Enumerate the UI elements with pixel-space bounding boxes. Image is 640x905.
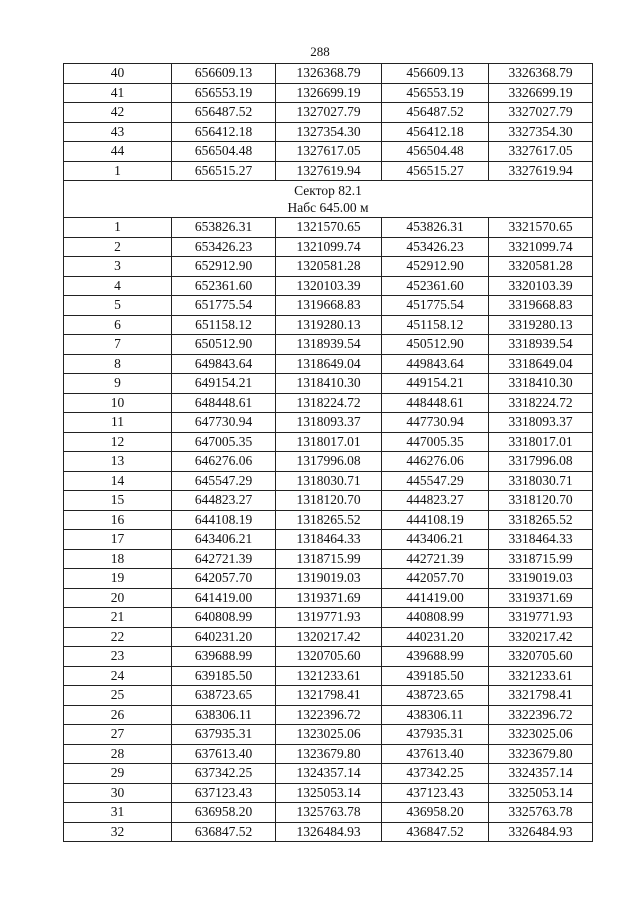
point-number-cell: 44 — [64, 142, 172, 162]
x-coord-cell: 638723.65 — [172, 686, 276, 706]
y-coord-cell: 1323025.06 — [276, 725, 382, 745]
y-coord-cell: 1319668.83 — [276, 296, 382, 316]
x2-coord-cell: 456412.18 — [382, 122, 489, 142]
table-row — [64, 103, 593, 123]
point-number-cell: 8 — [64, 354, 172, 374]
y-coord-cell: 1318715.99 — [276, 549, 382, 569]
x-coord-cell: 640808.99 — [172, 608, 276, 628]
table-row — [64, 491, 593, 511]
point-number-cell: 43 — [64, 122, 172, 142]
x-coord-cell: 644108.19 — [172, 510, 276, 530]
x-coord-cell: 642057.70 — [172, 569, 276, 589]
x2-coord-cell: 437123.43 — [382, 783, 489, 803]
table-row — [64, 335, 593, 355]
table-row — [64, 161, 593, 181]
x-coord-cell: 649843.64 — [172, 354, 276, 374]
y2-coord-cell: 3323025.06 — [489, 725, 593, 745]
y-coord-cell: 1324357.14 — [276, 764, 382, 784]
point-number-cell: 7 — [64, 335, 172, 355]
table-row — [64, 705, 593, 725]
section-title: Сектор 82.1 — [294, 183, 362, 198]
table-body-top — [64, 64, 593, 181]
x2-coord-cell: 442721.39 — [382, 549, 489, 569]
y-coord-cell: 1321798.41 — [276, 686, 382, 706]
x2-coord-cell: 437613.40 — [382, 744, 489, 764]
x-coord-cell: 636958.20 — [172, 803, 276, 823]
x2-coord-cell: 437342.25 — [382, 764, 489, 784]
x2-coord-cell: 456515.27 — [382, 161, 489, 181]
x-coord-cell: 653426.23 — [172, 237, 276, 257]
x-coord-cell: 656412.18 — [172, 122, 276, 142]
y2-coord-cell: 3325763.78 — [489, 803, 593, 823]
x-coord-cell: 648448.61 — [172, 393, 276, 413]
point-number-cell: 14 — [64, 471, 172, 491]
y2-coord-cell: 3319371.69 — [489, 588, 593, 608]
y-coord-cell: 1318464.33 — [276, 530, 382, 550]
point-number-cell: 32 — [64, 822, 172, 842]
table-row — [64, 569, 593, 589]
x2-coord-cell: 437935.31 — [382, 725, 489, 745]
y2-coord-cell: 3327027.79 — [489, 103, 593, 123]
x2-coord-cell: 452361.60 — [382, 276, 489, 296]
y2-coord-cell: 3318224.72 — [489, 393, 593, 413]
y-coord-cell: 1321570.65 — [276, 218, 382, 238]
x2-coord-cell: 447005.35 — [382, 432, 489, 452]
x-coord-cell: 646276.06 — [172, 452, 276, 472]
point-number-cell: 20 — [64, 588, 172, 608]
y-coord-cell: 1320581.28 — [276, 257, 382, 277]
table-row — [64, 354, 593, 374]
table-row — [64, 588, 593, 608]
y2-coord-cell: 3318017.01 — [489, 432, 593, 452]
x2-coord-cell: 456504.48 — [382, 142, 489, 162]
x2-coord-cell: 440231.20 — [382, 627, 489, 647]
point-number-cell: 30 — [64, 783, 172, 803]
section-header-row — [64, 181, 593, 218]
x2-coord-cell: 445547.29 — [382, 471, 489, 491]
point-number-cell: 27 — [64, 725, 172, 745]
table-row — [64, 725, 593, 745]
x2-coord-cell: 451158.12 — [382, 315, 489, 335]
x-coord-cell: 638306.11 — [172, 705, 276, 725]
point-number-cell: 1 — [64, 218, 172, 238]
x-coord-cell: 640231.20 — [172, 627, 276, 647]
x2-coord-cell: 456487.52 — [382, 103, 489, 123]
y2-coord-cell: 3327354.30 — [489, 122, 593, 142]
y2-coord-cell: 3318464.33 — [489, 530, 593, 550]
y2-coord-cell: 3326699.19 — [489, 83, 593, 103]
y2-coord-cell: 3318265.52 — [489, 510, 593, 530]
y2-coord-cell: 3320581.28 — [489, 257, 593, 277]
x2-coord-cell: 439688.99 — [382, 647, 489, 667]
y-coord-cell: 1325763.78 — [276, 803, 382, 823]
x-coord-cell: 649154.21 — [172, 374, 276, 394]
x-coord-cell: 639185.50 — [172, 666, 276, 686]
point-number-cell: 18 — [64, 549, 172, 569]
point-number-cell: 12 — [64, 432, 172, 452]
x2-coord-cell: 447730.94 — [382, 413, 489, 433]
x-coord-cell: 652912.90 — [172, 257, 276, 277]
y2-coord-cell: 3320217.42 — [489, 627, 593, 647]
x2-coord-cell: 444823.27 — [382, 491, 489, 511]
y-coord-cell: 1318120.70 — [276, 491, 382, 511]
y2-coord-cell: 3326484.93 — [489, 822, 593, 842]
y-coord-cell: 1317996.08 — [276, 452, 382, 472]
table-row — [64, 374, 593, 394]
x2-coord-cell: 456553.19 — [382, 83, 489, 103]
y-coord-cell: 1326484.93 — [276, 822, 382, 842]
x2-coord-cell: 444108.19 — [382, 510, 489, 530]
point-number-cell: 5 — [64, 296, 172, 316]
y2-coord-cell: 3320103.39 — [489, 276, 593, 296]
table-row — [64, 315, 593, 335]
y-coord-cell: 1320705.60 — [276, 647, 382, 667]
x2-coord-cell: 438723.65 — [382, 686, 489, 706]
y-coord-cell: 1320217.42 — [276, 627, 382, 647]
table-row — [64, 686, 593, 706]
y2-coord-cell: 3317996.08 — [489, 452, 593, 472]
x2-coord-cell: 449154.21 — [382, 374, 489, 394]
y2-coord-cell: 3318939.54 — [489, 335, 593, 355]
y-coord-cell: 1318030.71 — [276, 471, 382, 491]
x2-coord-cell: 438306.11 — [382, 705, 489, 725]
table-row — [64, 257, 593, 277]
point-number-cell: 25 — [64, 686, 172, 706]
x-coord-cell: 656504.48 — [172, 142, 276, 162]
x2-coord-cell: 442057.70 — [382, 569, 489, 589]
table-row — [64, 510, 593, 530]
x-coord-cell: 652361.60 — [172, 276, 276, 296]
y-coord-cell: 1319019.03 — [276, 569, 382, 589]
y-coord-cell: 1318649.04 — [276, 354, 382, 374]
y-coord-cell: 1326699.19 — [276, 83, 382, 103]
x-coord-cell: 651775.54 — [172, 296, 276, 316]
y2-coord-cell: 3321099.74 — [489, 237, 593, 257]
table-row — [64, 627, 593, 647]
point-number-cell: 9 — [64, 374, 172, 394]
table-row — [64, 83, 593, 103]
point-number-cell: 40 — [64, 64, 172, 84]
y-coord-cell: 1319280.13 — [276, 315, 382, 335]
point-number-cell: 42 — [64, 103, 172, 123]
x-coord-cell: 656609.13 — [172, 64, 276, 84]
x2-coord-cell: 441419.00 — [382, 588, 489, 608]
point-number-cell: 16 — [64, 510, 172, 530]
x-coord-cell: 642721.39 — [172, 549, 276, 569]
y-coord-cell: 1327354.30 — [276, 122, 382, 142]
x-coord-cell: 636847.52 — [172, 822, 276, 842]
table-row — [64, 432, 593, 452]
x-coord-cell: 641419.00 — [172, 588, 276, 608]
table-row — [64, 647, 593, 667]
y2-coord-cell: 3318093.37 — [489, 413, 593, 433]
x2-coord-cell: 448448.61 — [382, 393, 489, 413]
table-row — [64, 142, 593, 162]
table-row — [64, 666, 593, 686]
y2-coord-cell: 3321798.41 — [489, 686, 593, 706]
y2-coord-cell: 3319280.13 — [489, 315, 593, 335]
point-number-cell: 15 — [64, 491, 172, 511]
table-row — [64, 218, 593, 238]
table-row — [64, 822, 593, 842]
section-header — [64, 181, 593, 218]
point-number-cell: 23 — [64, 647, 172, 667]
y-coord-cell: 1327027.79 — [276, 103, 382, 123]
x2-coord-cell: 440808.99 — [382, 608, 489, 628]
x2-coord-cell: 450512.90 — [382, 335, 489, 355]
point-number-cell: 29 — [64, 764, 172, 784]
point-number-cell: 22 — [64, 627, 172, 647]
y-coord-cell: 1319371.69 — [276, 588, 382, 608]
page-number: 288 — [310, 44, 330, 59]
x-coord-cell: 637613.40 — [172, 744, 276, 764]
point-number-cell: 26 — [64, 705, 172, 725]
y-coord-cell: 1325053.14 — [276, 783, 382, 803]
y2-coord-cell: 3319019.03 — [489, 569, 593, 589]
x2-coord-cell: 443406.21 — [382, 530, 489, 550]
x-coord-cell: 647005.35 — [172, 432, 276, 452]
x-coord-cell: 656553.19 — [172, 83, 276, 103]
y-coord-cell: 1318224.72 — [276, 393, 382, 413]
y2-coord-cell: 3321233.61 — [489, 666, 593, 686]
y2-coord-cell: 3319771.93 — [489, 608, 593, 628]
x-coord-cell: 653826.31 — [172, 218, 276, 238]
y-coord-cell: 1318939.54 — [276, 335, 382, 355]
table-row — [64, 413, 593, 433]
x-coord-cell: 643406.21 — [172, 530, 276, 550]
x2-coord-cell: 451775.54 — [382, 296, 489, 316]
point-number-cell: 4 — [64, 276, 172, 296]
y2-coord-cell: 3325053.14 — [489, 783, 593, 803]
table-row — [64, 393, 593, 413]
y-coord-cell: 1318017.01 — [276, 432, 382, 452]
y2-coord-cell: 3318649.04 — [489, 354, 593, 374]
x-coord-cell: 644823.27 — [172, 491, 276, 511]
y2-coord-cell: 3321570.65 — [489, 218, 593, 238]
y-coord-cell: 1323679.80 — [276, 744, 382, 764]
y-coord-cell: 1322396.72 — [276, 705, 382, 725]
x2-coord-cell: 446276.06 — [382, 452, 489, 472]
point-number-cell: 6 — [64, 315, 172, 335]
y2-coord-cell: 3318410.30 — [489, 374, 593, 394]
x-coord-cell: 647730.94 — [172, 413, 276, 433]
y2-coord-cell: 3326368.79 — [489, 64, 593, 84]
y2-coord-cell: 3323679.80 — [489, 744, 593, 764]
point-number-cell: 28 — [64, 744, 172, 764]
section-subtitle: Набс 645.00 м — [287, 200, 369, 215]
table-row — [64, 783, 593, 803]
x2-coord-cell: 453426.23 — [382, 237, 489, 257]
point-number-cell: 31 — [64, 803, 172, 823]
y-coord-cell: 1318410.30 — [276, 374, 382, 394]
x-coord-cell: 650512.90 — [172, 335, 276, 355]
table-row — [64, 549, 593, 569]
x2-coord-cell: 453826.31 — [382, 218, 489, 238]
y2-coord-cell: 3318120.70 — [489, 491, 593, 511]
point-number-cell: 24 — [64, 666, 172, 686]
x-coord-cell: 637123.43 — [172, 783, 276, 803]
table-row — [64, 744, 593, 764]
x2-coord-cell: 452912.90 — [382, 257, 489, 277]
x2-coord-cell: 436958.20 — [382, 803, 489, 823]
point-number-cell: 41 — [64, 83, 172, 103]
x-coord-cell: 656515.27 — [172, 161, 276, 181]
y-coord-cell: 1318093.37 — [276, 413, 382, 433]
y-coord-cell: 1321099.74 — [276, 237, 382, 257]
x-coord-cell: 639688.99 — [172, 647, 276, 667]
x2-coord-cell: 436847.52 — [382, 822, 489, 842]
y-coord-cell: 1326368.79 — [276, 64, 382, 84]
table-row — [64, 64, 593, 84]
table-row — [64, 803, 593, 823]
y2-coord-cell: 3319668.83 — [489, 296, 593, 316]
y2-coord-cell: 3324357.14 — [489, 764, 593, 784]
table-body-bottom — [64, 218, 593, 842]
y-coord-cell: 1319771.93 — [276, 608, 382, 628]
table-row — [64, 237, 593, 257]
table-row — [64, 452, 593, 472]
point-number-cell: 19 — [64, 569, 172, 589]
y2-coord-cell: 3318030.71 — [489, 471, 593, 491]
x2-coord-cell: 449843.64 — [382, 354, 489, 374]
x2-coord-cell: 439185.50 — [382, 666, 489, 686]
x-coord-cell: 651158.12 — [172, 315, 276, 335]
y2-coord-cell: 3318715.99 — [489, 549, 593, 569]
x-coord-cell: 656487.52 — [172, 103, 276, 123]
table-row — [64, 296, 593, 316]
y2-coord-cell: 3327619.94 — [489, 161, 593, 181]
x-coord-cell: 637342.25 — [172, 764, 276, 784]
y-coord-cell: 1327617.05 — [276, 142, 382, 162]
point-number-cell: 3 — [64, 257, 172, 277]
y-coord-cell: 1321233.61 — [276, 666, 382, 686]
x-coord-cell: 637935.31 — [172, 725, 276, 745]
y2-coord-cell: 3327617.05 — [489, 142, 593, 162]
y-coord-cell: 1327619.94 — [276, 161, 382, 181]
y-coord-cell: 1318265.52 — [276, 510, 382, 530]
coordinates-table — [63, 63, 593, 842]
y2-coord-cell: 3320705.60 — [489, 647, 593, 667]
table-row — [64, 764, 593, 784]
y-coord-cell: 1320103.39 — [276, 276, 382, 296]
point-number-cell: 2 — [64, 237, 172, 257]
point-number-cell: 17 — [64, 530, 172, 550]
table-row — [64, 122, 593, 142]
point-number-cell: 11 — [64, 413, 172, 433]
table-row — [64, 608, 593, 628]
x2-coord-cell: 456609.13 — [382, 64, 489, 84]
x-coord-cell: 645547.29 — [172, 471, 276, 491]
table-row — [64, 471, 593, 491]
table-row — [64, 276, 593, 296]
point-number-cell: 10 — [64, 393, 172, 413]
point-number-cell: 1 — [64, 161, 172, 181]
point-number-cell: 21 — [64, 608, 172, 628]
point-number-cell: 13 — [64, 452, 172, 472]
table-row — [64, 530, 593, 550]
y2-coord-cell: 3322396.72 — [489, 705, 593, 725]
section-cell — [64, 181, 593, 218]
